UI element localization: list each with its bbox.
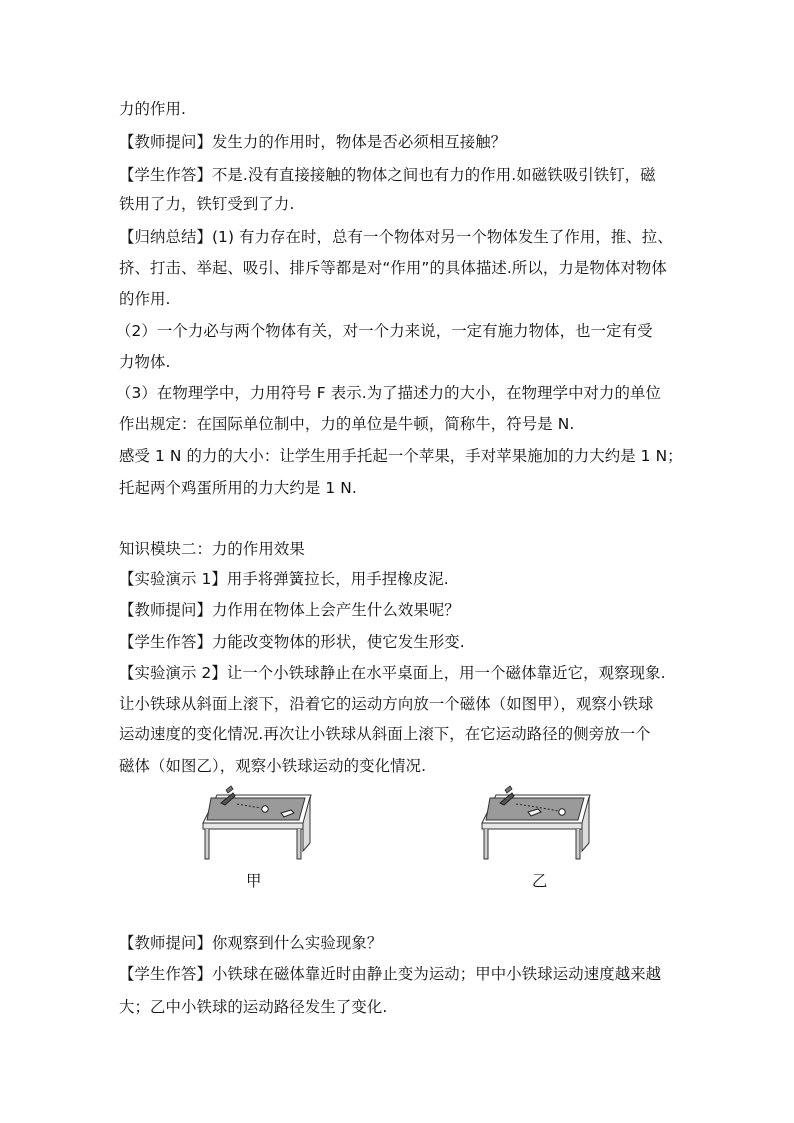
text-line: 【学生作答】力能改变物体的形状，使它发生形变.	[119, 633, 465, 651]
text-line: （2）一个力必与两个物体有关，对一个力来说，一定有施力物体，也一定有受	[116, 322, 653, 340]
text-line: 运动速度的变化情况.再次让小铁球从斜面上滚下，在它运动路径的侧旁放一个	[119, 725, 651, 743]
text-line: 力的作用.	[119, 100, 186, 118]
text-line: 的作用.	[119, 290, 171, 308]
figure-jia	[199, 783, 314, 867]
text-line: 【归纳总结】(1) 有力存在时，总有一个物体对另一个物体发生了作用，推、拉、	[119, 228, 673, 246]
section-heading: 知识模块二：力的作用效果	[119, 540, 305, 558]
text-line: （3）在物理学中，力用符号 F 表示.为了描述力的大小，在物理学中对力的单位	[116, 384, 662, 402]
text-line: 铁用了力，铁钉受到了力.	[119, 195, 295, 213]
text-line: 【实验演示 1】用手将弹簧拉长，用手捏橡皮泥.	[119, 570, 449, 588]
text-line: 托起两个鸡蛋所用的力大约是 1 N.	[119, 479, 357, 497]
figure-yi-caption: 乙	[532, 872, 548, 890]
text-line: 感受 1 N 的力的大小：让学生用手托起一个苹果，手对苹果施加的力大约是 1 N；	[119, 447, 683, 465]
text-line: 【学生作答】小铁球在磁体靠近时由静止变为运动；甲中小铁球运动速度越来越	[119, 965, 662, 983]
text-line: 让小铁球从斜面上滚下，沿着它的运动方向放一个磁体（如图甲），观察小铁球	[119, 695, 654, 713]
figure-jia-caption: 甲	[246, 872, 262, 890]
text-line: 【教师提问】你观察到什么实验现象？	[119, 934, 383, 952]
text-line: 力物体.	[119, 353, 171, 371]
text-line: 【实验演示 2】让一个小铁球静止在水平桌面上，用一个磁体靠近它，观察现象.	[119, 664, 666, 682]
text-line: 【教师提问】发生力的作用时，物体是否必须相互接触？	[119, 133, 507, 151]
text-line: 【学生作答】不是.没有直接接触的物体之间也有力的作用.如磁铁吸引铁钉，磁	[119, 166, 656, 184]
text-line: 【教师提问】力作用在物体上会产生什么效果呢？	[119, 601, 460, 619]
figure-yi	[478, 783, 593, 867]
text-line: 磁体（如图乙），观察小铁球运动的变化情况.	[119, 757, 427, 775]
text-line: 作出规定：在国际单位制中，力的单位是牛顿，简称牛，符号是 N.	[119, 415, 575, 433]
text-line: 大；乙中小铁球的运动路径发生了变化.	[119, 998, 388, 1016]
text-line: 挤、打击、举起、吸引、排斥等都是对“作用”的具体描述.所以，力是物体对物体	[119, 259, 667, 277]
